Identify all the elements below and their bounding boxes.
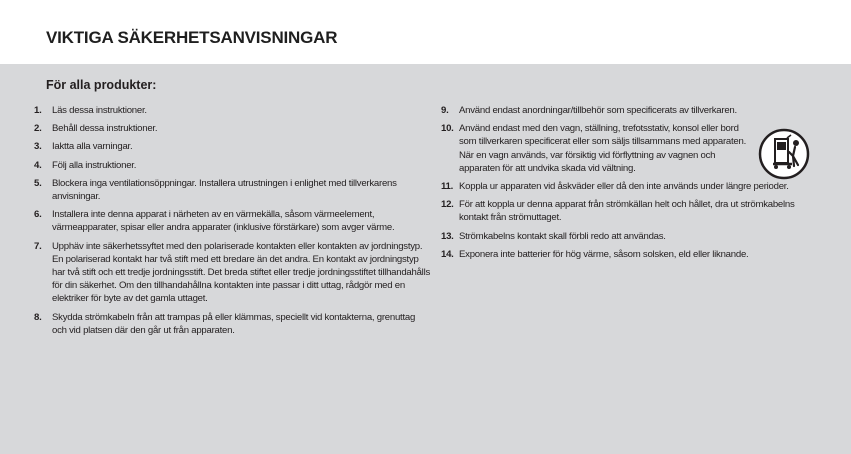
- item-text: Iaktta alla varningar.: [52, 141, 133, 153]
- header-bar: [0, 0, 851, 64]
- section-subtitle: För alla produkter:: [46, 78, 157, 92]
- list-item: [34, 177, 430, 203]
- list-item: [441, 198, 821, 224]
- list-item: [441, 180, 821, 193]
- item-text: Skydda strömkabeln från att trampas på eller klämmas, speciellt vid kontakterna, grenuttag och vid platsen där den går ut från apparaten.: [52, 311, 416, 336]
- list-item: [441, 230, 821, 243]
- list-item: [441, 248, 821, 261]
- item-text: Använd endast med den vagn, ställning, trefotsstativ, konsol eller bord som tillverkaren specificerat eller som säljs tillsammans med apparaten. När en vagn används, var försiktig vid förflyttning av vagnen och apparaten för att undvika skada vid vältning.: [459, 123, 746, 174]
- item-number: 7.: [34, 240, 42, 252]
- item-number: 3.: [34, 141, 42, 153]
- item-text: Upphäv inte säkerhetssyftet med den polariserade kontakten eller kontakten av jordningstyp. En polariserad kontakt har två stift med ett bredare än det andra. En kontakt av jordningstyp har två stift och ett tredje jordningsstift. Det breda stiftet eller tredje jordningsstiftet tillhandahålls för din säkerhet. Om den tillhandahållna kontakten inte passar i ditt uttag, rådgör med en elektriker för byte av det gamla uttaget.: [52, 240, 430, 305]
- list-item: [34, 159, 430, 172]
- list-item: [34, 208, 430, 234]
- item-number: 1.: [34, 105, 42, 116]
- item-number: 14.: [441, 248, 454, 260]
- item-text: Följ alla instruktioner.: [52, 159, 137, 171]
- list-item: [34, 104, 430, 117]
- page-title: VIKTIGA SÄKERHETSANVISNINGAR: [46, 28, 338, 47]
- item-number: 13.: [441, 230, 454, 242]
- item-text: Koppla ur apparaten vid åskväder eller då den inte används under längre perioder.: [459, 181, 789, 193]
- item-number: 2.: [34, 123, 42, 135]
- list-item: [34, 140, 430, 153]
- item-text: Blockera inga ventilationsöppningar. Installera utrustningen i enlighet med tillverkarens anvisningar.: [52, 177, 397, 203]
- item-number: 4.: [34, 159, 42, 171]
- item-number: 6.: [34, 209, 42, 221]
- item-text: Exponera inte batterier för hög värme, såsom solsken, eld eller liknande.: [459, 248, 749, 260]
- cart-tip-over-warning-icon: [758, 128, 810, 180]
- item-number: 10.: [441, 123, 454, 135]
- item-text: Använd endast anordningar/tillbehör som specificerats av tillverkaren.: [459, 105, 737, 116]
- list-item: [34, 240, 430, 306]
- item-number: 8.: [34, 311, 42, 323]
- item-number: 5.: [34, 177, 42, 189]
- left-instruction-list: [34, 104, 430, 342]
- list-item: [34, 122, 430, 135]
- item-text: Installera inte denna apparat i närheten av en värmekälla, såsom värmeelement, värmeapparater, spisar eller andra apparater (inklusive förstärkare) som avger värme.: [52, 209, 395, 234]
- item-number: 12.: [441, 199, 454, 211]
- item-number: 11.: [441, 181, 454, 193]
- item-text: Strömkabelns kontakt skall förbli redo att användas.: [459, 230, 666, 242]
- item-text: Behåll dessa instruktioner.: [52, 123, 158, 135]
- item-number: 9.: [441, 105, 449, 116]
- list-item: [441, 104, 821, 117]
- list-item: [34, 311, 430, 337]
- item-text: För att koppla ur denna apparat från strömkällan helt och hållet, dra ut strömkabelns kontakt från strömuttaget.: [459, 199, 795, 224]
- item-text: Läs dessa instruktioner.: [52, 105, 147, 116]
